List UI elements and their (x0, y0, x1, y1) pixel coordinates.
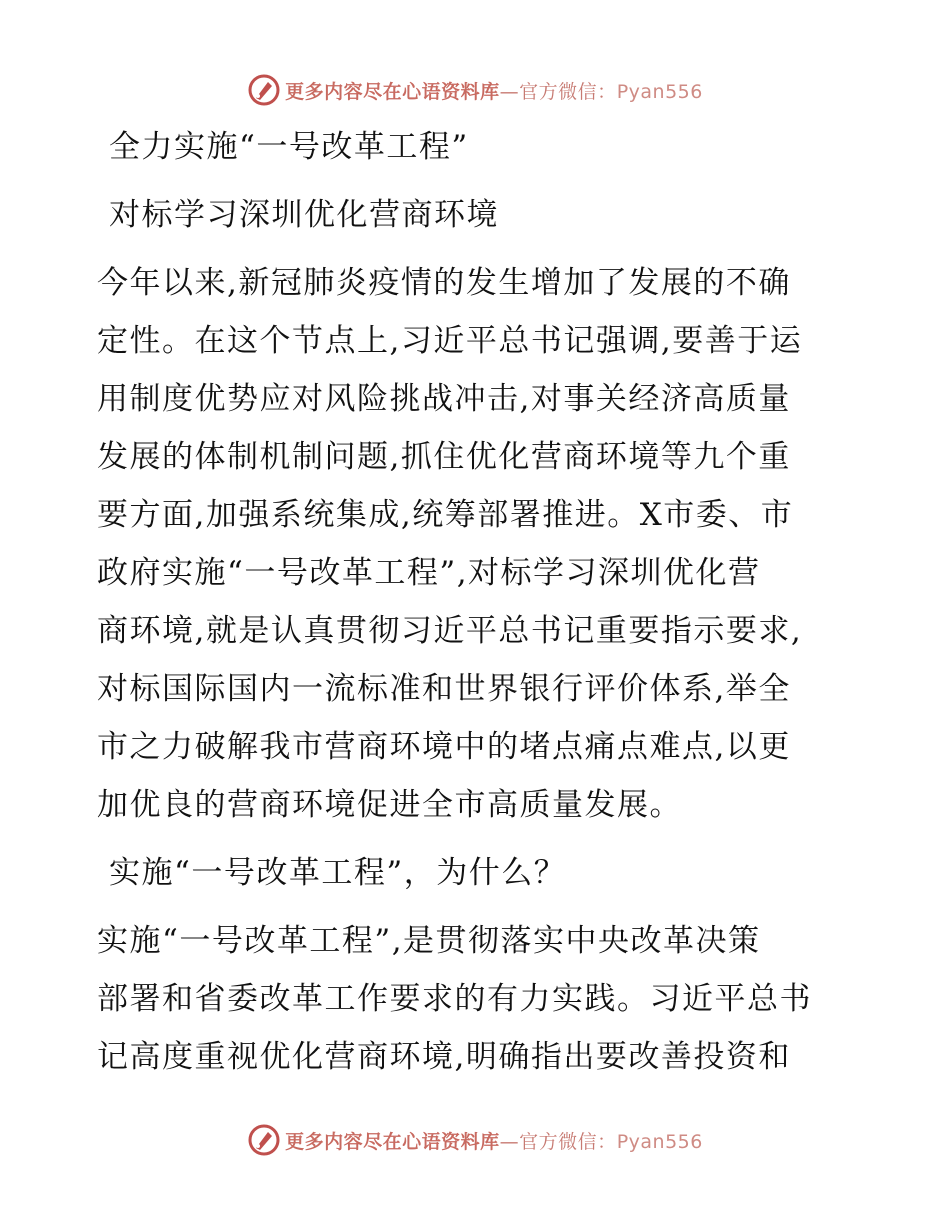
section-heading: 实施“一号改革工程”，为什么？ (109, 855, 567, 891)
paragraph-line: 实施“一号改革工程”,是贯彻落实中央改革决策 (97, 923, 761, 959)
paragraph-line: 加优良的营商环境促进全市高质量发展。 (97, 787, 682, 823)
paragraph-1 (97, 254, 857, 834)
header-watermark (0, 70, 950, 110)
paragraph-line: 今年以来,新冠肺炎疫情的发生增加了发展的不确 (97, 265, 791, 301)
document-title: 全力实施“一号改革工程” (109, 129, 469, 165)
pen-nib-logo-icon (247, 1123, 281, 1157)
paragraph-line: 对标国际国内一流标准和世界银行评价体系,举全 (97, 671, 791, 707)
paragraph-line: 定性。在这个节点上,习近平总书记强调,要善于运 (97, 323, 803, 359)
paragraph-line: 商环境,就是认真贯彻习近平总书记重要指示要求, (97, 613, 803, 649)
paragraph-line: 记高度重视优化营商环境,明确指出要改善投资和 (97, 1039, 791, 1075)
document-body (97, 118, 857, 1086)
watermark-text: 更多内容尽在心语资料库—官方微信：Pyan556 (285, 1130, 703, 1153)
paragraph-2 (97, 912, 857, 1086)
pen-nib-logo-icon (247, 73, 281, 107)
paragraph-line: 用制度优势应对风险挑战冲击,对事关经济高质量 (97, 381, 791, 417)
watermark-text: 更多内容尽在心语资料库—官方微信：Pyan556 (285, 80, 703, 103)
paragraph-line: 发展的体制机制问题,抓住优化营商环境等九个重 (97, 439, 791, 475)
footer-watermark (0, 1120, 950, 1160)
paragraph-line: 部署和省委改革工作要求的有力实践。习近平总书 (97, 981, 812, 1017)
paragraph-line: 要方面,加强系统集成,统筹部署推进。X市委、市 (97, 497, 794, 533)
paragraph-line: 市之力破解我市营商环境中的堵点痛点难点,以更 (97, 729, 791, 765)
document-subtitle: 对标学习深圳优化营商环境 (109, 197, 499, 233)
paragraph-line: 政府实施“一号改革工程”,对标学习深圳优化营 (97, 555, 761, 591)
